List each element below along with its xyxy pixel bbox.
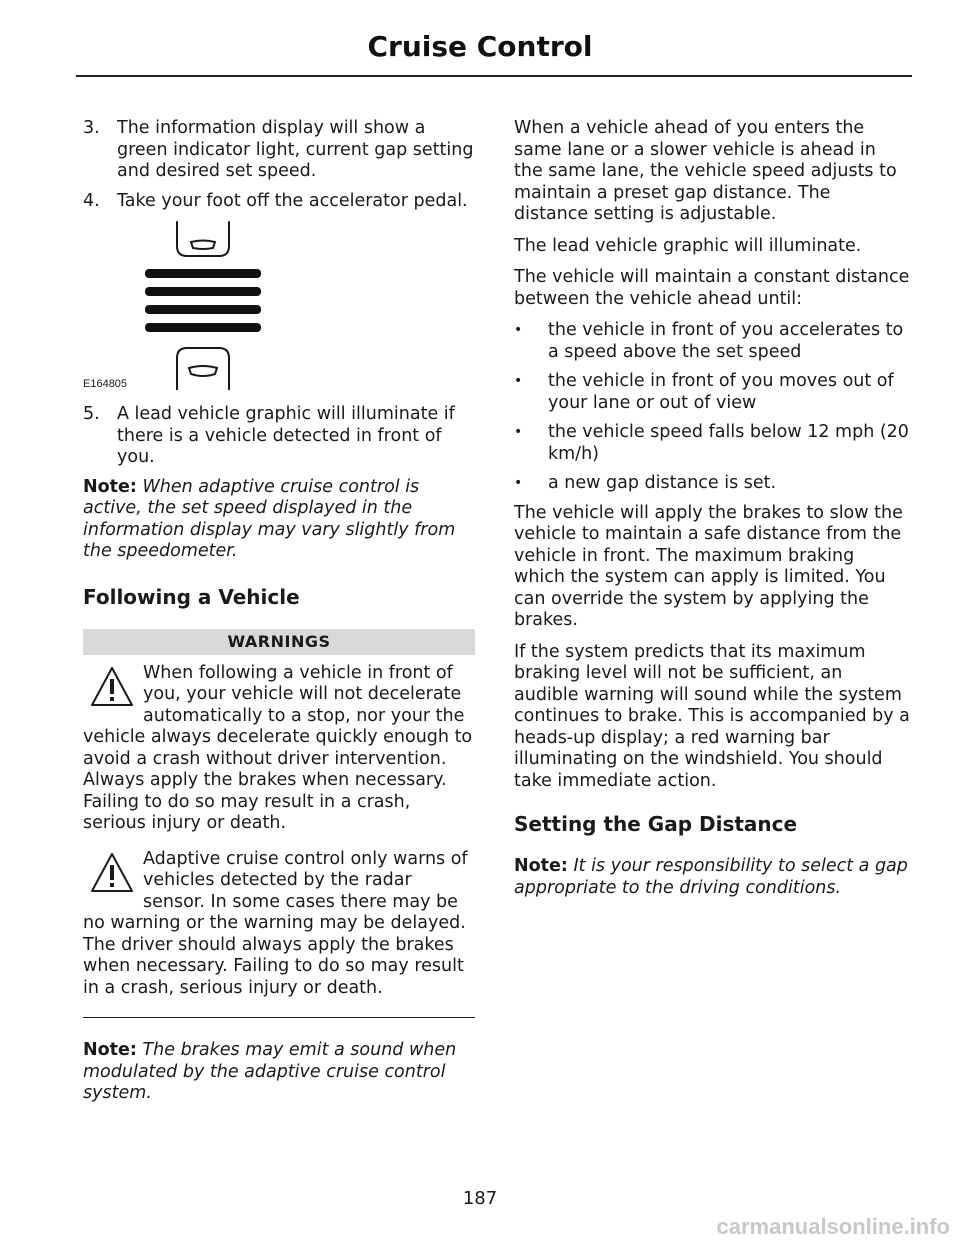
step-text: The information display will show a green indicator light, current gap setting and desired set speed. <box>117 118 474 181</box>
warnings-end-rule <box>83 1017 475 1018</box>
warning-triangle-icon <box>89 851 135 895</box>
watermark: carmanualsonline.info <box>716 1214 950 1239</box>
note <box>83 477 475 563</box>
steps-list-continued <box>83 404 475 469</box>
left-column <box>83 118 475 1105</box>
step-text: Take your foot off the accelerator pedal. <box>117 190 468 211</box>
note-label: Note: <box>514 856 568 876</box>
own-vehicle-icon <box>177 348 229 390</box>
list-item <box>83 191 475 213</box>
note-text: It is your responsibility to select a gap appropriate to the driving conditions. <box>514 856 908 898</box>
gap-bars <box>145 269 261 332</box>
note-label: Note: <box>83 476 137 497</box>
list-item: • the vehicle in front of you accelerates to a speed above the set speed <box>514 320 910 363</box>
steps-list <box>83 118 475 212</box>
gap-bar <box>145 287 261 296</box>
paragraph: The lead vehicle graphic will illuminate. <box>514 235 862 256</box>
paragraph: If the system predicts that its maximum braking level will not be sufficient, an audible warning will sound while the system continues to brake. This is accompanied by a heads-up display; a red warning bar illuminating on the windshield. You should take immediate action. <box>514 641 910 791</box>
gap-bar <box>145 269 261 278</box>
warning-item <box>83 849 475 1000</box>
list-item: • a new gap distance is set. <box>514 473 910 495</box>
gap-display-figure <box>83 220 475 390</box>
paragraph: The vehicle will maintain a constant distance between the vehicle ahead until: <box>514 267 910 309</box>
warning-triangle-icon <box>89 665 135 709</box>
conditions-list <box>514 320 910 495</box>
gap-bar <box>145 305 261 314</box>
gap-display-graphic <box>83 220 475 390</box>
note-label: Note: <box>83 1040 137 1060</box>
step-text: A lead vehicle graphic will illuminate if there is a vehicle detected in front of you. <box>117 404 455 467</box>
note-text: When adaptive cruise control is active, the set speed displayed in the information display may vary slightly from the speedometer. <box>83 476 456 561</box>
warning-text: When following a vehicle in front of you, your vehicle will not decelerate automatically to a stop, nor your the vehicle always decelerate quickly enough to avoid a crash without driver intervention. Always apply the brakes when necessary. Failing to do so may result in a crash, serious injury or death. <box>83 662 473 833</box>
warnings-header: WARNINGS <box>83 629 475 655</box>
page-number: 187 <box>462 1188 498 1209</box>
paragraph: The vehicle will apply the brakes to slow the vehicle to maintain a safe distance from the vehicle in front. The maximum braking which the system can apply is limited. You can override the system by applying the brakes. <box>514 502 903 630</box>
header-divider <box>76 75 912 77</box>
figure-id: E164805 <box>83 378 128 390</box>
step-number: 5. <box>83 404 100 424</box>
warning-text: Adaptive cruise control only warns of vehicles detected by the radar sensor. In some cases there may be no warning or the warning may be delayed. The driver should always apply the brakes when necessary. Failing to do so may result in a crash, serious injury or death. <box>83 848 468 998</box>
note <box>514 856 910 899</box>
paragraph: When a vehicle ahead of you enters the same lane or a slower vehicle is ahead in the same lane, the vehicle speed adjusts to maintain a preset gap distance. The distance setting is adjustable. <box>514 118 897 224</box>
lead-vehicle-icon <box>177 222 229 256</box>
list-item: • the vehicle speed falls below 12 mph (20 km/h) <box>514 422 910 465</box>
section-heading: Following a Vehicle <box>83 584 300 609</box>
gap-bar <box>145 323 261 332</box>
step-number: 4. <box>83 190 100 211</box>
step-number: 3. <box>83 118 100 138</box>
list-item: • the vehicle in front of you moves out of your lane or out of view <box>514 371 910 414</box>
section-heading: Setting the Gap Distance <box>514 812 798 836</box>
right-column <box>514 118 910 899</box>
warning-item <box>83 663 475 835</box>
page-title: Cruise Control <box>367 30 593 63</box>
note <box>83 1040 475 1105</box>
list-item <box>83 118 475 183</box>
list-item <box>83 404 475 469</box>
note-text: The brakes may emit a sound when modulated by the adaptive cruise control system. <box>83 1040 457 1103</box>
